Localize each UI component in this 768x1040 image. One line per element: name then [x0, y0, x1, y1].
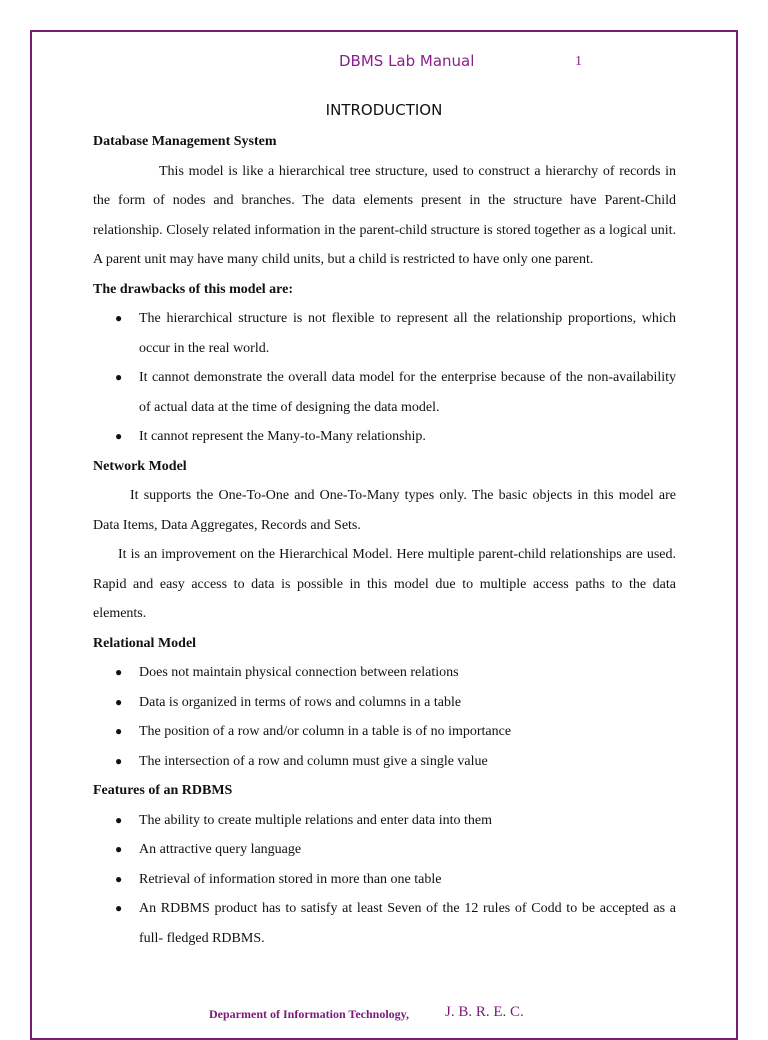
- bullet-icon: ●: [115, 901, 123, 915]
- bullet-icon: ●: [115, 429, 123, 443]
- bullet-icon: ●: [115, 311, 123, 325]
- bullet-icon: ●: [115, 665, 123, 679]
- network-paragraph-1: It supports the One-To-One and One-To-Many types only. The basic objects in this model are Data Items, Data Aggregates, Records and Sets.: [93, 488, 676, 533]
- list-item-text: The hierarchical structure is not flexible to represent all the relationship proportions, which occur in the real world.: [139, 311, 676, 356]
- page-number: 1: [575, 54, 582, 69]
- list-item: [93, 865, 676, 895]
- list-item-text: An RDBMS product has to satisfy at least Seven of the 12 rules of Codd to be accepted as a full- fledged RDBMS.: [139, 901, 676, 946]
- list-item: [93, 363, 676, 422]
- bullet-icon: ●: [115, 724, 123, 738]
- network-paragraph-2: It is an improvement on the Hierarchical Model. Here multiple parent-child relationships are used. Rapid and easy access to data is possible in this model due to multiple access paths to the data elements.: [93, 547, 676, 621]
- list-item: [93, 304, 676, 363]
- bullet-icon: ●: [115, 812, 123, 827]
- relational-list: [93, 658, 676, 776]
- bullet-icon: ●: [115, 842, 123, 856]
- list-item-text: Data is organized in terms of rows and columns in a table: [139, 694, 462, 710]
- list-item: [93, 835, 676, 865]
- list-item: [93, 717, 676, 747]
- document-body: [93, 127, 676, 953]
- rdbms-features-list: [93, 806, 676, 954]
- list-item-text: The position of a row and/or column in a table is of no importance: [139, 724, 512, 739]
- list-item: [93, 658, 676, 688]
- department-name: Deparment of Information Technology,: [209, 1007, 410, 1021]
- dbms-paragraph: This model is like a hierarchical tree structure, used to construct a hierarchy of records in the form of nodes and branches. The data elements present in the structure have Parent-Child relationship. Closely related information in the parent-child structure is stored together as a logical unit. A parent unit may have many child units, but a child is restricted to have only one parent.: [93, 163, 676, 267]
- rdbms-heading: Features of an RDBMS: [93, 783, 233, 798]
- bullet-icon: ●: [115, 871, 123, 886]
- drawbacks-heading: The drawbacks of this model are:: [93, 281, 294, 297]
- manual-title: DBMS Lab Manual: [339, 52, 475, 70]
- relational-heading: Relational Model: [93, 635, 197, 651]
- bullet-icon: ●: [115, 370, 123, 384]
- bullet-icon: ●: [115, 753, 123, 768]
- list-item: [93, 422, 676, 452]
- list-item: [93, 747, 676, 777]
- page-footer: [0, 1004, 768, 1024]
- list-item: [93, 894, 676, 953]
- list-item-text: Does not maintain physical connection between relations: [139, 665, 459, 680]
- drawbacks-list: [93, 304, 676, 452]
- list-item-text: The intersection of a row and column must give a single value: [139, 753, 488, 769]
- intro-title: INTRODUCTION: [325, 101, 443, 119]
- list-item-text: An attractive query language: [139, 842, 302, 857]
- list-item-text: The ability to create multiple relations and enter data into them: [139, 812, 492, 828]
- bullet-icon: ●: [115, 694, 123, 709]
- network-heading: Network Model: [93, 458, 187, 474]
- list-item-text: Retrieval of information stored in more than one table: [139, 871, 442, 887]
- dbms-heading: Database Management System: [93, 134, 277, 149]
- list-item-text: It cannot demonstrate the overall data model for the enterprise because of the non-availability of actual data at the time of designing the data model.: [139, 370, 676, 415]
- college-name: J. B. R. E. C.: [445, 1004, 524, 1020]
- list-item: [93, 806, 676, 836]
- page-header: [0, 52, 768, 74]
- list-item-text: It cannot represent the Many-to-Many relationship.: [139, 429, 426, 444]
- list-item: [93, 688, 676, 718]
